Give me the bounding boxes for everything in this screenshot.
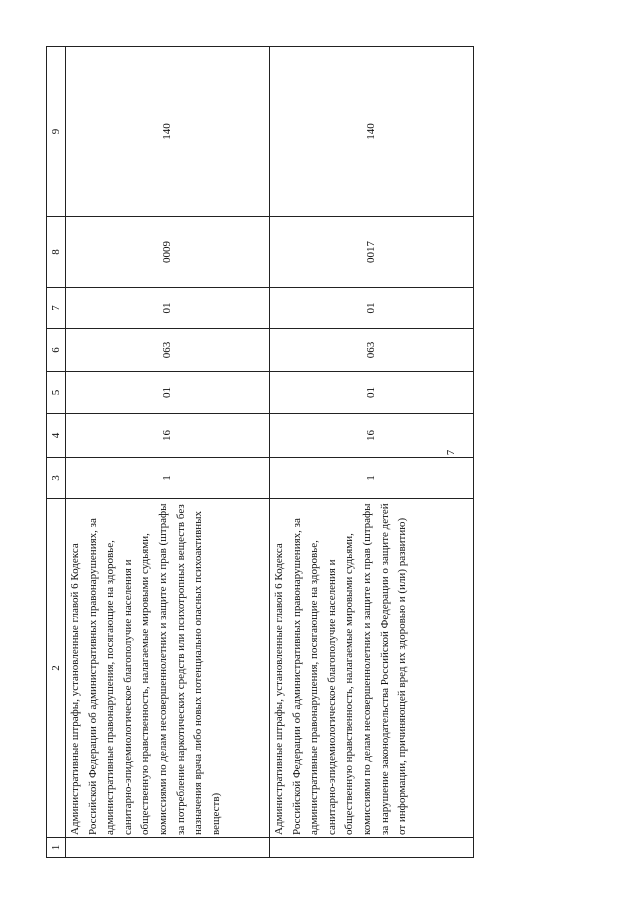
cell-col-1 <box>270 838 474 858</box>
cell-col-3: 1 <box>270 458 474 499</box>
page-number: 7 <box>445 449 457 456</box>
header-col-6: 6 <box>47 329 66 372</box>
header-col-8: 8 <box>47 217 66 288</box>
header-col-4: 4 <box>47 414 66 458</box>
cell-col-6: 063 <box>270 329 474 372</box>
header-row <box>47 47 66 858</box>
cell-col-8: 0009 <box>66 217 270 288</box>
cell-col-5: 01 <box>270 372 474 414</box>
cell-col-7: 01 <box>270 288 474 329</box>
cell-col-1 <box>66 838 270 858</box>
header-col-7: 7 <box>47 288 66 329</box>
cell-col-6: 063 <box>66 329 270 372</box>
cell-description: Административные штрафы, установленные главой 6 Кодекса Российской Федерации об административных правонарушениях, за административные правонарушения, посягающие на здоровье, санитарно-эпидемиологическое благополучие населения и общественную нравственность, налагаемые мировыми судьями, комиссиями по делам несовершеннолетних и защите их прав (штрафы за нарушение законодательства Российской Федерации о защите детей от информации, причиняющей вред их здоровью и (или) развитию) <box>270 499 474 838</box>
cell-description: Административные штрафы, установленные главой 6 Кодекса Российской Федерации об административных правонарушениях, за административные правонарушения, посягающие на здоровье, санитарно-эпидемиологическое благополучие населения и общественную нравственность, налагаемые мировыми судьями, комиссиями по делам несовершеннолетних и защите их прав (штрафы за потребление наркотических средств или психотропных веществ без назначения врача либо новых потенциально опасных психоактивных веществ) <box>66 499 270 838</box>
table-row <box>66 47 270 858</box>
header-col-9: 9 <box>47 47 66 217</box>
cell-col-3: 1 <box>66 458 270 499</box>
cell-col-4: 16 <box>66 414 270 458</box>
budget-code-table <box>46 46 474 858</box>
header-col-5: 5 <box>47 372 66 414</box>
cell-col-9: 140 <box>66 47 270 217</box>
cell-col-5: 01 <box>66 372 270 414</box>
header-col-1: 1 <box>47 838 66 858</box>
cell-col-4: 16 <box>270 414 474 458</box>
cell-col-9: 140 <box>270 47 474 217</box>
header-col-2: 2 <box>47 499 66 838</box>
cell-col-8: 0017 <box>270 217 474 288</box>
table-row <box>270 47 474 858</box>
cell-col-7: 01 <box>66 288 270 329</box>
header-col-3: 3 <box>47 458 66 499</box>
